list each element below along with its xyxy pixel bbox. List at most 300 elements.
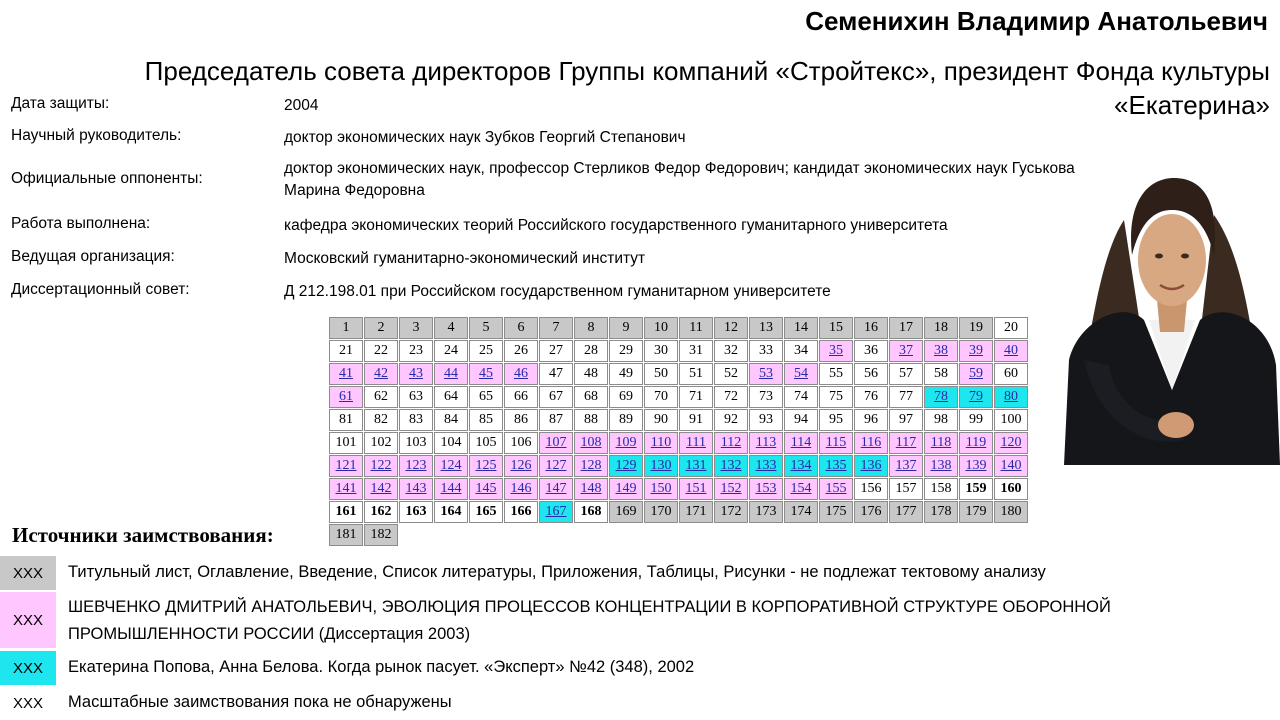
- page-cell-20: 20: [994, 317, 1028, 339]
- page-link-79[interactable]: 79: [969, 389, 983, 404]
- page-link-39[interactable]: 39: [969, 343, 983, 358]
- page-cell-132[interactable]: [714, 455, 748, 477]
- page-cell-69: 69: [609, 386, 643, 408]
- page-cell-74: 74: [784, 386, 818, 408]
- page-cell-113[interactable]: [749, 432, 783, 454]
- page-cell-75: 75: [819, 386, 853, 408]
- page-link-43[interactable]: 43: [409, 366, 423, 381]
- page-cell-158: 158: [924, 478, 958, 500]
- page-cell-93: 93: [749, 409, 783, 431]
- page-cell-37[interactable]: [889, 340, 923, 362]
- page-grid-row: [329, 386, 1028, 408]
- page-cell-182: 182: [364, 524, 398, 546]
- page-link-125[interactable]: 125: [475, 458, 497, 473]
- page-link-127[interactable]: 127: [545, 458, 567, 473]
- page-link-140[interactable]: 140: [1000, 458, 1022, 473]
- page-cell-empty: [399, 524, 433, 546]
- page-cell-empty: [819, 524, 853, 546]
- page-cell-2: 2: [364, 317, 398, 339]
- page-cell-154[interactable]: [784, 478, 818, 500]
- page-cell-empty: [434, 524, 468, 546]
- page-cell-92: 92: [714, 409, 748, 431]
- page-cell-86: 86: [504, 409, 538, 431]
- page-cell-112[interactable]: [714, 432, 748, 454]
- page-cell-empty: [924, 524, 958, 546]
- page-cell-105: 105: [469, 432, 503, 454]
- page-cell-84: 84: [434, 409, 468, 431]
- page-grid-row: [329, 409, 1028, 431]
- page-cell-122[interactable]: [364, 455, 398, 477]
- page-cell-65: 65: [469, 386, 503, 408]
- page-link-42[interactable]: 42: [374, 366, 388, 381]
- page-cell-34: 34: [784, 340, 818, 362]
- page-cell-115[interactable]: [819, 432, 853, 454]
- page-cell-150[interactable]: [644, 478, 678, 500]
- page-cell-139[interactable]: [959, 455, 993, 477]
- page-link-61[interactable]: 61: [339, 389, 353, 404]
- page-cell-empty: [854, 524, 888, 546]
- page-cell-6: 6: [504, 317, 538, 339]
- page-cell-130[interactable]: [644, 455, 678, 477]
- legend-text: ШЕВЧЕНКО ДМИТРИЙ АНАТОЛЬЕВИЧ, ЭВОЛЮЦИЯ ПРОЦЕССОВ КОНЦЕНТРАЦИИ В КОРПОРАТИВНОЙ СТРУКТУРЕ ОБОРОННОЙ ПРОМЫШЛЕННОСТИ РОССИИ (Диссертация 2003): [68, 598, 1111, 643]
- page-cell-85: 85: [469, 409, 503, 431]
- page-cell-175: 175: [819, 501, 853, 523]
- page-link-107[interactable]: 107: [545, 435, 567, 450]
- page-cell-111[interactable]: [679, 432, 713, 454]
- page-cell-142[interactable]: [364, 478, 398, 500]
- page-cell-71: 71: [679, 386, 713, 408]
- page-cell-19: 19: [959, 317, 993, 339]
- page-link-146[interactable]: 146: [510, 481, 532, 496]
- page-cell-35[interactable]: [819, 340, 853, 362]
- page-link-45[interactable]: 45: [479, 366, 493, 381]
- page-link-155[interactable]: 155: [825, 481, 847, 496]
- page-cell-18: 18: [924, 317, 958, 339]
- page-cell-129[interactable]: [609, 455, 643, 477]
- page-cell-14: 14: [784, 317, 818, 339]
- page-link-46[interactable]: 46: [514, 366, 528, 381]
- page-cell-159: 159: [959, 478, 993, 500]
- info-value: доктор экономических наук Зубков Георгий Степанович: [284, 129, 686, 146]
- page-cell-148[interactable]: [574, 478, 608, 500]
- page-link-129[interactable]: 129: [615, 458, 637, 473]
- page-cell-126[interactable]: [504, 455, 538, 477]
- page-cell-17: 17: [889, 317, 923, 339]
- page-link-139[interactable]: 139: [965, 458, 987, 473]
- info-label: Ведущая организация:: [11, 248, 175, 265]
- page-grid-row: [329, 501, 1028, 523]
- page-cell-38[interactable]: [924, 340, 958, 362]
- page-cell-178: 178: [924, 501, 958, 523]
- page-cell-empty: [539, 524, 573, 546]
- page-cell-163: 163: [399, 501, 433, 523]
- page-cell-40[interactable]: [994, 340, 1028, 362]
- page-cell-82: 82: [364, 409, 398, 431]
- page-cell-172: 172: [714, 501, 748, 523]
- page-cell-empty: [609, 524, 643, 546]
- page-cell-73: 73: [749, 386, 783, 408]
- page-cell-empty: [644, 524, 678, 546]
- page-cell-169: 169: [609, 501, 643, 523]
- page-cell-50: 50: [644, 363, 678, 385]
- page-link-145[interactable]: 145: [475, 481, 497, 496]
- page-link-133[interactable]: 133: [755, 458, 777, 473]
- page-cell-empty: [959, 524, 993, 546]
- page-cell-95: 95: [819, 409, 853, 431]
- page-cell-10: 10: [644, 317, 678, 339]
- page-link-120[interactable]: 120: [1000, 435, 1022, 450]
- sources-heading: Источники заимствования:: [12, 523, 274, 547]
- legend-text: Екатерина Попова, Анна Белова. Когда рынок пасует. «Эксперт» №42 (348), 2002: [68, 658, 695, 676]
- page-link-141[interactable]: 141: [335, 481, 357, 496]
- page-cell-61[interactable]: [329, 386, 363, 408]
- page-cell-100: 100: [994, 409, 1028, 431]
- page-cell-70: 70: [644, 386, 678, 408]
- page-cell-63: 63: [399, 386, 433, 408]
- page-link-118[interactable]: 118: [930, 435, 952, 450]
- page-cell-94: 94: [784, 409, 818, 431]
- page-link-53[interactable]: 53: [759, 366, 773, 381]
- page-link-122[interactable]: 122: [370, 458, 392, 473]
- page-cell-171: 171: [679, 501, 713, 523]
- page-cell-60: 60: [994, 363, 1028, 385]
- page-cell-77: 77: [889, 386, 923, 408]
- page-link-142[interactable]: 142: [370, 481, 392, 496]
- page-cell-51: 51: [679, 363, 713, 385]
- page-cell-135[interactable]: [819, 455, 853, 477]
- page-cell-empty: [574, 524, 608, 546]
- page-cell-5: 5: [469, 317, 503, 339]
- page-cell-149[interactable]: [609, 478, 643, 500]
- info-value: 2004: [284, 97, 319, 114]
- page-link-152[interactable]: 152: [720, 481, 742, 496]
- page-cell-166: 166: [504, 501, 538, 523]
- page-link-126[interactable]: 126: [510, 458, 532, 473]
- page-cell-empty: [749, 524, 783, 546]
- page-cell-118[interactable]: [924, 432, 958, 454]
- page-link-111[interactable]: 111: [686, 435, 706, 450]
- page-cell-80[interactable]: [994, 386, 1028, 408]
- page-cell-67: 67: [539, 386, 573, 408]
- page-link-115[interactable]: 115: [825, 435, 847, 450]
- page-cell-16: 16: [854, 317, 888, 339]
- page-cell-138[interactable]: [924, 455, 958, 477]
- page-cell-79[interactable]: [959, 386, 993, 408]
- page-link-116[interactable]: 116: [860, 435, 882, 450]
- page-cell-empty: [714, 524, 748, 546]
- page-cell-7: 7: [539, 317, 573, 339]
- page-cell-173: 173: [749, 501, 783, 523]
- page-link-80[interactable]: 80: [1004, 389, 1018, 404]
- page-link-38[interactable]: 38: [934, 343, 948, 358]
- page-cell-125[interactable]: [469, 455, 503, 477]
- page-cell-28: 28: [574, 340, 608, 362]
- page-cell-empty: [784, 524, 818, 546]
- page-link-151[interactable]: 151: [685, 481, 707, 496]
- page-cell-144[interactable]: [434, 478, 468, 500]
- page-cell-106: 106: [504, 432, 538, 454]
- page-cell-160: 160: [994, 478, 1028, 500]
- page-cell-57: 57: [889, 363, 923, 385]
- page-cell-153[interactable]: [749, 478, 783, 500]
- page-cell-176: 176: [854, 501, 888, 523]
- page-link-54[interactable]: 54: [794, 366, 808, 381]
- page-cell-177: 177: [889, 501, 923, 523]
- page-cell-157: 157: [889, 478, 923, 500]
- page-cell-72: 72: [714, 386, 748, 408]
- page-cell-empty: [994, 524, 1028, 546]
- page-link-135[interactable]: 135: [825, 458, 847, 473]
- page-cell-104: 104: [434, 432, 468, 454]
- page-cell-58: 58: [924, 363, 958, 385]
- page-cell-134[interactable]: [784, 455, 818, 477]
- page-cell-26: 26: [504, 340, 538, 362]
- page-link-128[interactable]: 128: [580, 458, 602, 473]
- page-cell-147[interactable]: [539, 478, 573, 500]
- page-cell-8: 8: [574, 317, 608, 339]
- page-cell-3: 3: [399, 317, 433, 339]
- page-link-147[interactable]: 147: [545, 481, 567, 496]
- page-cell-165: 165: [469, 501, 503, 523]
- page-cell-151[interactable]: [679, 478, 713, 500]
- page-cell-48: 48: [574, 363, 608, 385]
- page-link-78[interactable]: 78: [934, 389, 948, 404]
- page-cell-41[interactable]: [329, 363, 363, 385]
- page-link-149[interactable]: 149: [615, 481, 637, 496]
- page-cell-64: 64: [434, 386, 468, 408]
- page-cell-46[interactable]: [504, 363, 538, 385]
- page-cell-56: 56: [854, 363, 888, 385]
- page-cell-9: 9: [609, 317, 643, 339]
- page-cell-32: 32: [714, 340, 748, 362]
- page-grid-row: [329, 340, 1028, 362]
- page-cell-162: 162: [364, 501, 398, 523]
- info-value: Д 212.198.01 при Российском государственном гуманитарном университете: [284, 283, 831, 300]
- page-grid-row: [329, 455, 1028, 477]
- page-link-167[interactable]: 167: [545, 504, 567, 519]
- page-link-109[interactable]: 109: [615, 435, 637, 450]
- page-link-150[interactable]: 150: [650, 481, 672, 496]
- page-link-136[interactable]: 136: [860, 458, 882, 473]
- page-link-40[interactable]: 40: [1004, 343, 1018, 358]
- page-cell-78[interactable]: [924, 386, 958, 408]
- page-cell-27: 27: [539, 340, 573, 362]
- page-cell-98: 98: [924, 409, 958, 431]
- page-link-153[interactable]: 153: [755, 481, 777, 496]
- page-cell-133[interactable]: [749, 455, 783, 477]
- page-cell-155[interactable]: [819, 478, 853, 500]
- page-link-117[interactable]: 117: [895, 435, 917, 450]
- page-cell-4: 4: [434, 317, 468, 339]
- page-cell-156: 156: [854, 478, 888, 500]
- page-cell-59[interactable]: [959, 363, 993, 385]
- info-label: Официальные оппоненты:: [11, 170, 203, 187]
- page-cell-145[interactable]: [469, 478, 503, 500]
- info-value: Московский гуманитарно-экономический институт: [284, 250, 646, 267]
- page-cell-107[interactable]: [539, 432, 573, 454]
- page-cell-83: 83: [399, 409, 433, 431]
- page-cell-empty: [679, 524, 713, 546]
- page-link-59[interactable]: 59: [969, 366, 983, 381]
- page-cell-42[interactable]: [364, 363, 398, 385]
- page-cell-24: 24: [434, 340, 468, 362]
- person-position: Председатель совета директоров Группы компаний «Стройтекс», президент Фонда культуры «Екатерина»: [144, 56, 1270, 120]
- page-cell-13: 13: [749, 317, 783, 339]
- info-value: доктор экономических наук, профессор Стерликов Федор Федорович; кандидат экономических наук Гуськова Марина Федоровна: [284, 160, 1075, 199]
- page-grid-row: [329, 317, 1028, 339]
- page-link-124[interactable]: 124: [440, 458, 462, 473]
- info-label: Дата защиты:: [11, 95, 110, 112]
- page-cell-109[interactable]: [609, 432, 643, 454]
- page-link-130[interactable]: 130: [650, 458, 672, 473]
- page-link-138[interactable]: 138: [930, 458, 952, 473]
- page-cell-33: 33: [749, 340, 783, 362]
- page-cell-47: 47: [539, 363, 573, 385]
- page-cell-25: 25: [469, 340, 503, 362]
- page-cell-22: 22: [364, 340, 398, 362]
- page-cell-119[interactable]: [959, 432, 993, 454]
- page-link-41[interactable]: 41: [339, 366, 353, 381]
- page-cell-137[interactable]: [889, 455, 923, 477]
- page-cell-30: 30: [644, 340, 678, 362]
- page-link-132[interactable]: 132: [720, 458, 742, 473]
- page-cell-167[interactable]: [539, 501, 573, 523]
- page-grid-row: [329, 524, 1028, 546]
- page-link-134[interactable]: 134: [790, 458, 812, 473]
- page-link-113[interactable]: 113: [755, 435, 777, 450]
- page-cell-39[interactable]: [959, 340, 993, 362]
- page-cell-103: 103: [399, 432, 433, 454]
- page-cell-170: 170: [644, 501, 678, 523]
- page-cell-110[interactable]: [644, 432, 678, 454]
- page-link-112[interactable]: 112: [720, 435, 742, 450]
- page-cell-140[interactable]: [994, 455, 1028, 477]
- page-grid-row: [329, 432, 1028, 454]
- page-cell-143[interactable]: [399, 478, 433, 500]
- page-link-137[interactable]: 137: [895, 458, 917, 473]
- page-link-121[interactable]: 121: [335, 458, 357, 473]
- page-cell-11: 11: [679, 317, 713, 339]
- page-cell-91: 91: [679, 409, 713, 431]
- page-cell-116[interactable]: [854, 432, 888, 454]
- page-link-114[interactable]: 114: [790, 435, 812, 450]
- page-cell-124[interactable]: [434, 455, 468, 477]
- legend-swatch: XXX: [0, 688, 56, 718]
- info-label: Диссертационный совет:: [11, 281, 190, 298]
- page-cell-1: 1: [329, 317, 363, 339]
- person-name: Семенихин Владимир Анатольевич: [805, 6, 1268, 36]
- page-cell-44[interactable]: [434, 363, 468, 385]
- page-cell-161: 161: [329, 501, 363, 523]
- page-link-148[interactable]: 148: [580, 481, 602, 496]
- page-grid-row: [329, 478, 1028, 500]
- page-cell-43[interactable]: [399, 363, 433, 385]
- page-cell-49: 49: [609, 363, 643, 385]
- page-cell-66: 66: [504, 386, 538, 408]
- page-cell-empty: [504, 524, 538, 546]
- page-cell-114[interactable]: [784, 432, 818, 454]
- page-cell-181: 181: [329, 524, 363, 546]
- page-cell-152[interactable]: [714, 478, 748, 500]
- page-cell-179: 179: [959, 501, 993, 523]
- page-grid: [328, 316, 1029, 547]
- legend-text: Масштабные заимствования пока не обнаружены: [68, 693, 452, 711]
- page-cell-136[interactable]: [854, 455, 888, 477]
- page-cell-89: 89: [609, 409, 643, 431]
- page-cell-108[interactable]: [574, 432, 608, 454]
- page-link-110[interactable]: 110: [650, 435, 672, 450]
- page-cell-128[interactable]: [574, 455, 608, 477]
- page-cell-45[interactable]: [469, 363, 503, 385]
- info-label: Работа выполнена:: [11, 215, 151, 232]
- page-link-35[interactable]: 35: [829, 343, 843, 358]
- page-cell-101: 101: [329, 432, 363, 454]
- page-cell-52: 52: [714, 363, 748, 385]
- page-link-144[interactable]: 144: [440, 481, 462, 496]
- page-cell-55: 55: [819, 363, 853, 385]
- page-cell-117[interactable]: [889, 432, 923, 454]
- page-cell-87: 87: [539, 409, 573, 431]
- page-cell-90: 90: [644, 409, 678, 431]
- page-cell-53[interactable]: [749, 363, 783, 385]
- info-value: кафедра экономических теорий Российского государственного гуманитарного университета: [284, 217, 948, 234]
- page-link-108[interactable]: 108: [580, 435, 602, 450]
- page-cell-76: 76: [854, 386, 888, 408]
- page-cell-36: 36: [854, 340, 888, 362]
- page-cell-120[interactable]: [994, 432, 1028, 454]
- page-cell-164: 164: [434, 501, 468, 523]
- page-cell-146[interactable]: [504, 478, 538, 500]
- page-cell-54[interactable]: [784, 363, 818, 385]
- page-cell-12: 12: [714, 317, 748, 339]
- page-cell-97: 97: [889, 409, 923, 431]
- info-label: Научный руководитель:: [11, 127, 182, 144]
- legend-text: Титульный лист, Оглавление, Введение, Список литературы, Приложения, Таблицы, Рисунки - не подлежат тектовому анализу: [68, 563, 1046, 581]
- page-cell-21: 21: [329, 340, 363, 362]
- page-cell-127[interactable]: [539, 455, 573, 477]
- page-cell-empty: [469, 524, 503, 546]
- page-cell-123[interactable]: [399, 455, 433, 477]
- page-cell-empty: [889, 524, 923, 546]
- page-cell-141[interactable]: [329, 478, 363, 500]
- page-cell-23: 23: [399, 340, 433, 362]
- page-cell-62: 62: [364, 386, 398, 408]
- page-grid-row: [329, 363, 1028, 385]
- page-cell-99: 99: [959, 409, 993, 431]
- page-cell-31: 31: [679, 340, 713, 362]
- page-link-154[interactable]: 154: [790, 481, 812, 496]
- page-cell-131[interactable]: [679, 455, 713, 477]
- page-cell-102: 102: [364, 432, 398, 454]
- page-link-44[interactable]: 44: [444, 366, 458, 381]
- page-cell-15: 15: [819, 317, 853, 339]
- legend-swatch: XXX: [0, 592, 56, 648]
- page-link-37[interactable]: 37: [899, 343, 913, 358]
- page-cell-68: 68: [574, 386, 608, 408]
- page-cell-174: 174: [784, 501, 818, 523]
- page-link-131[interactable]: 131: [685, 458, 707, 473]
- page-cell-180: 180: [994, 501, 1028, 523]
- person-photo: [1064, 160, 1280, 465]
- page-cell-81: 81: [329, 409, 363, 431]
- page-cell-168: 168: [574, 501, 608, 523]
- page-cell-29: 29: [609, 340, 643, 362]
- page-link-143[interactable]: 143: [405, 481, 427, 496]
- page-cell-88: 88: [574, 409, 608, 431]
- page-cell-121[interactable]: [329, 455, 363, 477]
- page-link-123[interactable]: 123: [405, 458, 427, 473]
- page-link-119[interactable]: 119: [965, 435, 987, 450]
